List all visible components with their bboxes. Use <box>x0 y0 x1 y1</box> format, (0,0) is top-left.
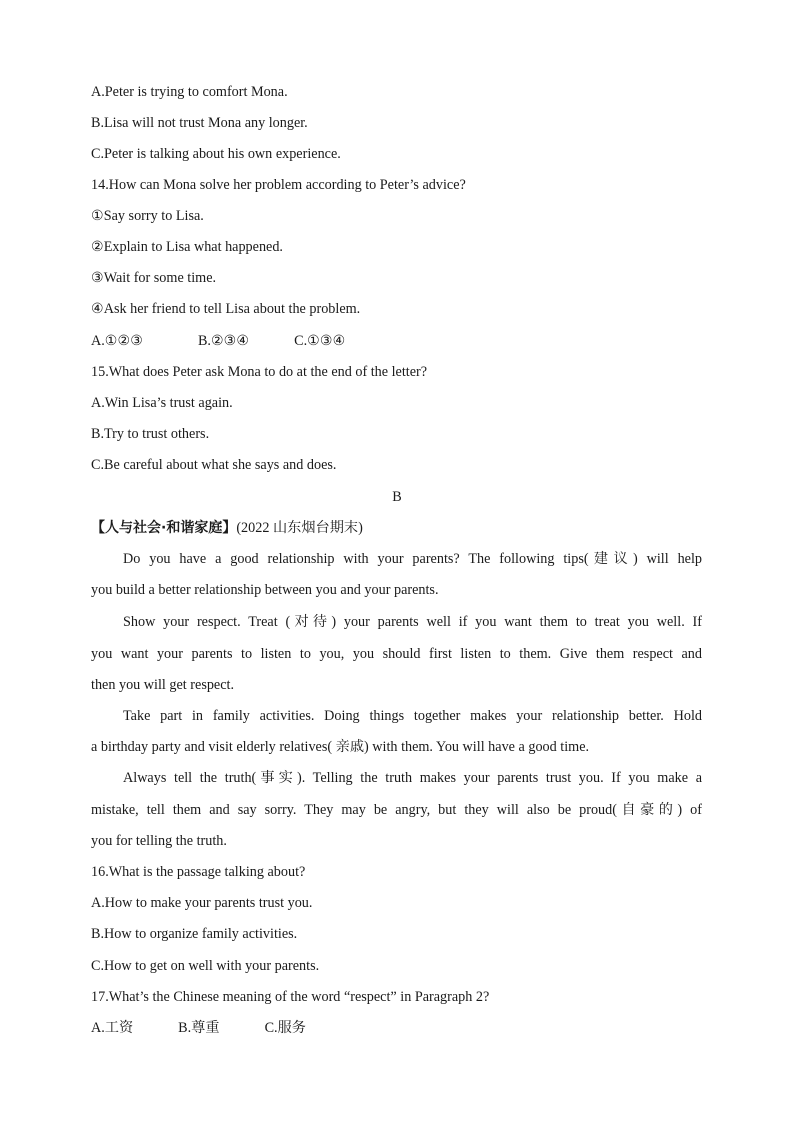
q14-option-b: B.②③④ <box>197 333 250 349</box>
section-tag: 【人与社会·和谐家庭】 <box>91 520 237 536</box>
passage-line: you for telling the truth. <box>91 833 227 849</box>
q14-item-2: ②Explain to Lisa what happened. <box>91 239 283 255</box>
q15-option-a: A.Win Lisa’s trust again. <box>91 395 233 411</box>
q14-item-4: ④Ask her friend to tell Lisa about the problem. <box>91 301 361 317</box>
q15-option-b: B.Try to trust others. <box>91 426 210 442</box>
q17-option-c: C.服务 <box>264 1020 306 1036</box>
q14-option-c: C.①③④ <box>294 333 346 349</box>
q17-option-b: B.尊重 <box>178 1020 220 1036</box>
q15-option-c: C.Be careful about what she says and does. <box>91 457 337 473</box>
section-heading <box>91 518 363 538</box>
q14-item-1: ①Say sorry to Lisa. <box>91 208 204 224</box>
passage-line: Take part in family activities. Doing things together makes your relationship better. Hold <box>123 708 702 724</box>
q16-option-c: C.How to get on well with your parents. <box>91 958 320 974</box>
passage-line: you build a better relationship between you and your parents. <box>91 582 439 598</box>
passage-line: Always tell the truth(事实). Telling the truth makes your parents trust you. If you make a <box>123 770 702 786</box>
passage-line: Show your respect. Treat (对待) your parents well if you want them to treat you well. If <box>123 614 702 630</box>
q14-option-a: A.①②③ <box>91 333 143 349</box>
passage-line: you want your parents to listen to you, you should first listen to them. Give them respect and <box>91 646 702 662</box>
q13-option-b: B.Lisa will not trust Mona any longer. <box>91 115 308 131</box>
q13-option-c: C.Peter is talking about his own experience. <box>91 146 341 162</box>
section-label: B <box>392 489 402 505</box>
q17-options <box>91 1018 306 1038</box>
passage-line: a birthday party and visit elderly relatives( 亲戚) with them. You will have a good time. <box>91 739 590 755</box>
q14-stem: 14.How can Mona solve her problem according to Peter’s advice? <box>91 177 466 193</box>
passage-line: mistake, tell them and say sorry. They may be angry, but they will also be proud(自豪的) of <box>91 802 702 818</box>
q15-stem: 15.What does Peter ask Mona to do at the end of the letter? <box>91 364 428 380</box>
q16-stem: 16.What is the passage talking about? <box>91 864 306 880</box>
passage-line: Do you have a good relationship with your parents? The following tips(建议) will help <box>123 551 702 567</box>
passage-line: then you will get respect. <box>91 677 235 693</box>
q16-option-a: A.How to make your parents trust you. <box>91 895 313 911</box>
section-source: (2022 山东烟台期末) <box>236 520 363 536</box>
q16-option-b: B.How to organize family activities. <box>91 926 298 942</box>
q17-option-a: A.工资 <box>91 1020 134 1036</box>
q17-stem: 17.What’s the Chinese meaning of the word “respect” in Paragraph 2? <box>91 989 490 1005</box>
q14-item-3: ③Wait for some time. <box>91 270 217 286</box>
q13-option-a: A.Peter is trying to comfort Mona. <box>91 84 288 100</box>
q14-options <box>91 331 345 351</box>
